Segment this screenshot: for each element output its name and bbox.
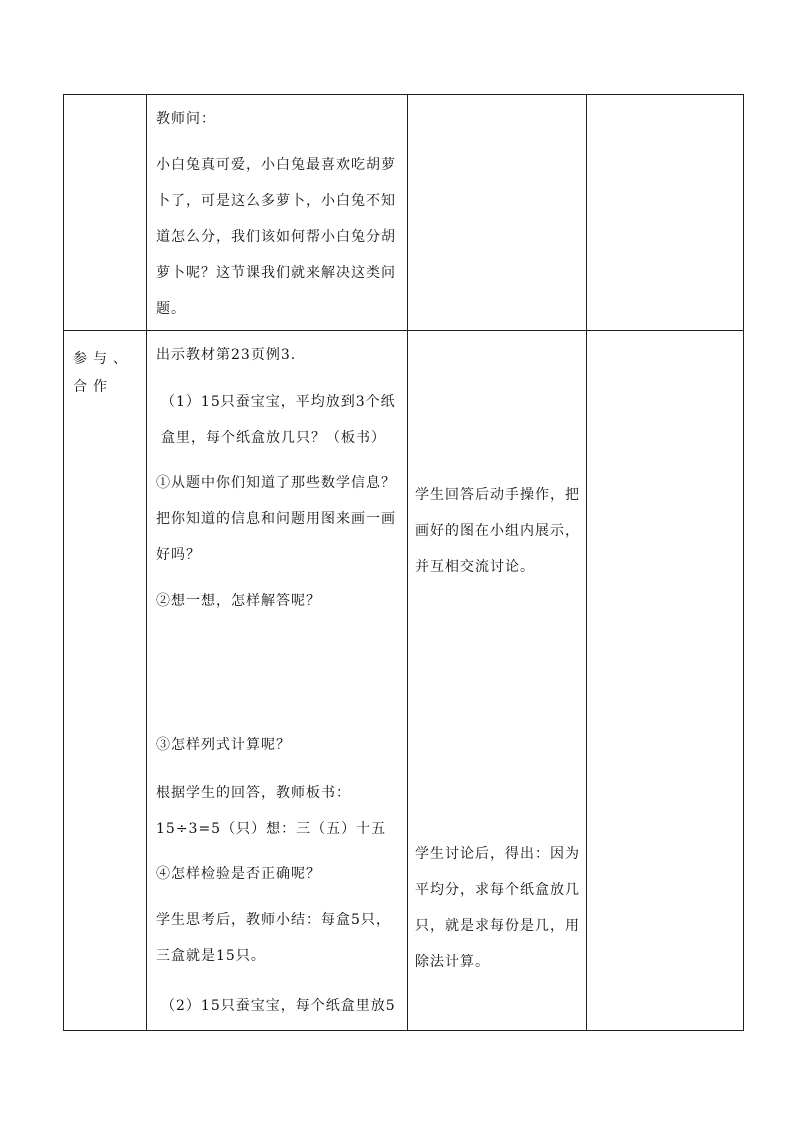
teacher-paragraph: ②想一想，怎样解答呢？ [156,593,321,609]
teacher-activity-cell [147,331,408,1031]
teacher-paragraph: （1）15只蚕宝宝，平均放到3个纸盒里，每个纸盒放几只？（板书） [161,394,396,446]
teacher-paragraph: 小白兔真可爱，小白兔最喜欢吃胡萝卜了，可是这么多萝卜，小白兔不知道怎么分，我们该如何帮小白兔分胡萝卜呢？这节课我们就来解决这类问题。 [156,157,396,317]
student-activity-cell [408,95,587,331]
student-paragraph: 学生讨论后，得出：因为平均分，求每个纸盒放几只，就是求每份是几，用除法计算。 [415,846,580,970]
notes-cell [587,331,744,1031]
teacher-paragraph: ①从题中你们知道了那些数学信息？把你知道的信息和问题用图来画一画好吗？ [156,475,396,563]
notes-text [587,95,743,330]
lesson-plan-table [63,94,744,1031]
table-row [64,95,744,331]
teacher-paragraph: （2）15只蚕宝宝，每个纸盒里放5 [161,998,396,1014]
teacher-paragraph: ④怎样检验是否正确呢？ [156,866,321,882]
notes-cell [587,95,744,331]
student-activity-cell [408,331,587,1031]
phase-cell [64,331,147,1031]
phase-cell [64,95,147,331]
notes-text [587,331,743,1030]
student-paragraph: 学生回答后动手操作，把画好的图在小组内展示，并互相交流讨论。 [415,487,580,575]
teacher-paragraph: 学生思考后，教师小结：每盒5只，三盒就是15只。 [156,912,391,964]
teacher-activity-cell [147,95,408,331]
teacher-paragraph: ③怎样列式计算呢？ [156,737,291,753]
phase-label: 参与、合作 [73,351,133,395]
table-row [64,331,744,1031]
teacher-paragraph: 出示教材第23页例3. [156,347,297,363]
teacher-paragraph: 根据学生的回答，教师板书：15÷3=5（只）想：三（五）十五 [156,785,387,837]
teacher-paragraph: 教师问： [156,111,216,127]
